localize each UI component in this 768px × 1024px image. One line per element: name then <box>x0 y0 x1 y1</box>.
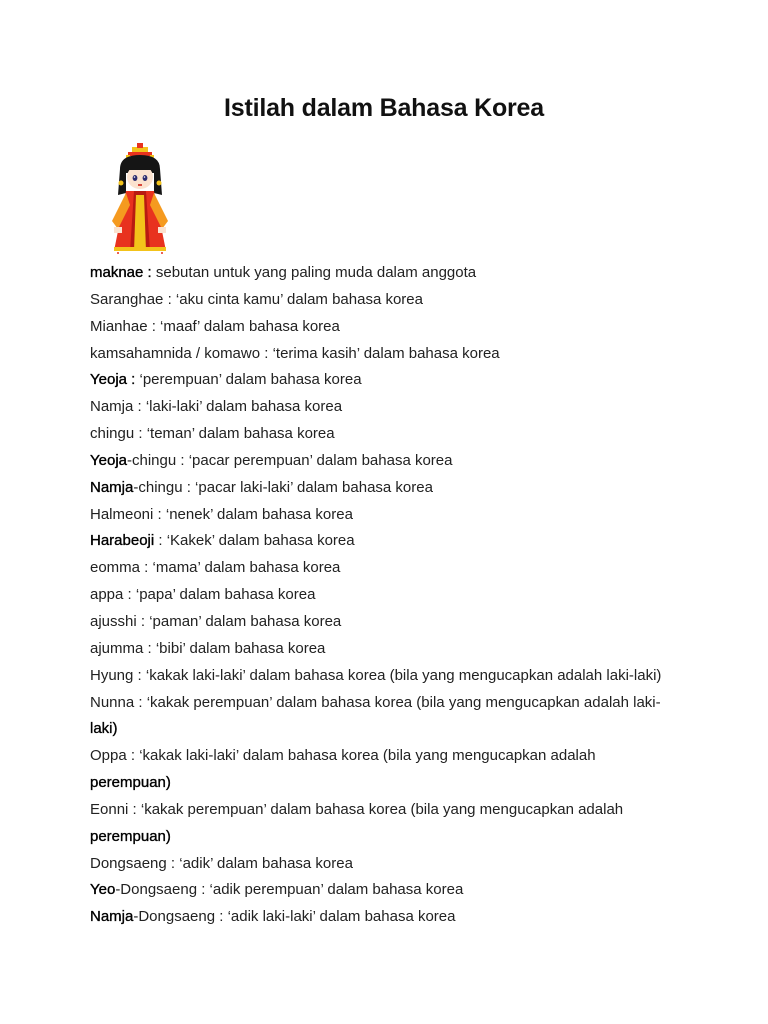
list-item: Oppa : ‘kakak laki-laki’ dalam bahasa korea (bila yang mengucapkan adalah <box>90 747 596 765</box>
list-item: Mianhae : ‘maaf’ dalam bahasa korea <box>90 317 340 335</box>
list-item: ajusshi : ‘paman’ dalam bahasa korea <box>90 612 342 630</box>
list-item: Saranghae : ‘aku cinta kamu’ dalam bahasa korea <box>90 290 423 308</box>
list-item: Nunna : ‘kakak perempuan’ dalam bahasa korea (bila yang mengucapkan adalah laki- <box>90 693 661 711</box>
list-item: Namja-chingu : ‘pacar laki-laki’ dalam bahasa korea <box>90 478 433 496</box>
list-item: Halmeoni : ‘nenek’ dalam bahasa korea <box>90 505 353 523</box>
list-item: chingu : ‘teman’ dalam bahasa korea <box>90 425 335 443</box>
list-item: ajumma : ‘bibi’ dalam bahasa korea <box>90 639 326 657</box>
term-list <box>90 260 690 931</box>
list-item: Hyung : ‘kakak laki-laki’ dalam bahasa korea (bila yang mengucapkan adalah laki-laki) <box>90 666 662 684</box>
list-item: perempuan) <box>90 774 171 792</box>
list-item: Namja-Dongsaeng : ‘adik laki-laki’ dalam bahasa korea <box>90 908 456 926</box>
list-item: appa : ‘papa’ dalam bahasa korea <box>90 586 316 604</box>
list-item: Yeoja-chingu : ‘pacar perempuan’ dalam bahasa korea <box>90 451 453 469</box>
list-item: maknae : sebutan untuk yang paling muda dalam anggota <box>90 264 477 281</box>
korean-doll-icon <box>104 143 176 255</box>
page-title: Istilah dalam Bahasa Korea <box>224 94 544 122</box>
list-item: Harabeoji : ‘Kakek’ dalam bahasa korea <box>90 532 355 550</box>
list-item: Namja : ‘laki-laki’ dalam bahasa korea <box>90 398 343 416</box>
list-item: Eonni : ‘kakak perempuan’ dalam bahasa korea (bila yang mengucapkan adalah <box>90 800 624 818</box>
list-item: kamsahamnida / komawo : ‘terima kasih’ dalam bahasa korea <box>90 344 500 362</box>
list-item: Yeo-Dongsaeng : ‘adik perempuan’ dalam bahasa korea <box>90 881 464 899</box>
list-item: Dongsaeng : ‘adik’ dalam bahasa korea <box>90 854 353 872</box>
list-item: eomma : ‘mama’ dalam bahasa korea <box>90 559 341 577</box>
list-item: perempuan) <box>90 827 171 845</box>
list-item: Yeoja : ‘perempuan’ dalam bahasa korea <box>90 371 362 389</box>
list-item: laki) <box>90 720 118 738</box>
